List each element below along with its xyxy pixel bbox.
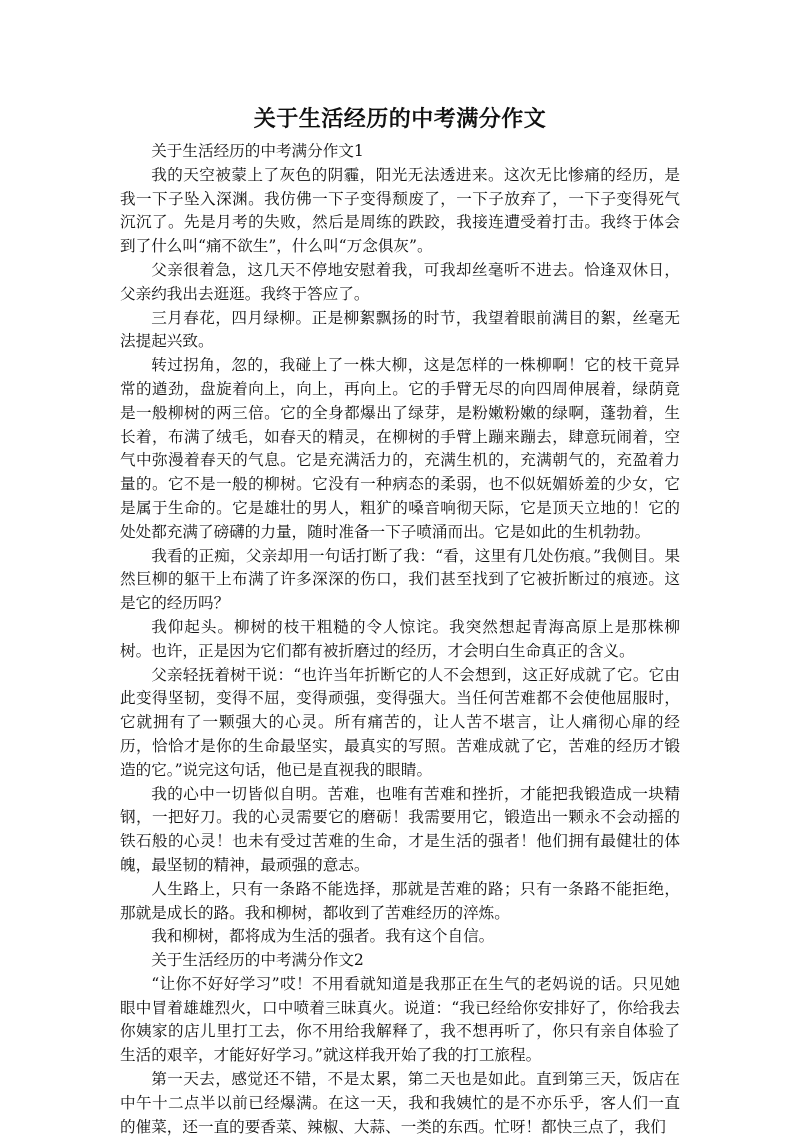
paragraph: 我的心中一切皆似自明。苦难，也唯有苦难和挫折，才能把我锻造成一块精钢，一把好刀。我的心灵需要它的磨砺！我需要用它，锻造出一颗永不会动摇的铁石般的心灵！也未有受过苦难的生命，才是生活的强者！他们拥有最健壮的体魄，最坚韧的精神，最顽强的意志。 — [120, 784, 680, 874]
paragraph: 父亲轻抚着树干说：“也许当年折断它的人不会想到，这正好成就了它。它由此变得坚韧，变得不屈，变得顽强，变得强大。当任何苦难都不会使他屈服时，它就拥有了一颗强大的心灵。所有痛苦的，让人苦不堪言，让人痛彻心扉的经历，恰恰才是你的生命最坚实，最真实的写照。苦难成就了它，苦难的经历才锻造的它。”说完这句话，他已是直视我的眼睛。 — [120, 665, 680, 779]
paragraph: 人生路上，只有一条路不能选择，那就是苦难的路；只有一条路不能拒绝，那就是成长的路。我和柳树，都收到了苦难经历的淬炼。 — [120, 879, 680, 922]
paragraph: 我和柳树，都将成为生活的强者。我有这个自信。 — [151, 927, 495, 946]
paragraph: 我看的正痴，父亲却用一句话打断了我：“看，这里有几处伤痕。”我侧目。果然巨柳的躯干上布满了许多深深的伤口，我们甚至找到了它被折断过的痕迹。这是它的经历吗？ — [120, 546, 680, 613]
section-heading-1: 关于生活经历的中考满分作文1 — [151, 142, 364, 160]
paragraph: 转过拐角，忽的，我碰上了一株大柳，这是怎样的一株柳啊！它的枝干竟异常的遒劲，盘旋着向上，向上，再向上。它的手臂无尽的向四周伸展着，绿荫竟是一般柳树的两三倍。它的全身都爆出了绿芽，是粉嫩粉嫩的绿啊，蓬勃着，生长着，布满了绒毛，如春天的精灵，在柳树的手臂上蹦来蹦去，肆意玩闹着，空气中弥漫着春天的气息。它是充满活力的，充满生机的，充满朝气的，充盈着力量的。它不是一般的柳树。它没有一种病态的柔弱，也不似妩媚娇羞的少女，它是属于生命的。它是雄壮的男人，粗犷的嗓音响彻天际，它是顶天立地的！它的处处都充满了磅礴的力量，随时准备一下子喷涌而出。它是如此的生机勃勃。 — [120, 356, 680, 541]
paragraph: 三月春花，四月绿柳。正是柳絮飘扬的时节，我望着眼前满目的絮，丝毫无法提起兴致。 — [120, 308, 680, 351]
paragraph: 我的天空被蒙上了灰色的阴霾，阳光无法透进来。这次无比惨痛的经历，是我一下子坠入深渊。我仿佛一下子变得颓废了，一下子放弃了，一下子变得死气沉沉了。先是月考的失败，然后是周练的跌跤，我接连遭受着打击。我终于体会到了什么叫“痛不欲生”，什么叫“万念俱灰”。 — [120, 165, 680, 256]
document-title: 关于生活经历的中考满分作文 — [253, 106, 547, 132]
paragraph: 第一天去，感觉还不错，不是太累，第二天也是如此。直到第三天，饭店在中午十二点半以前已经爆满。在这一天，我和我姨忙的是不亦乐乎，客人们一直的催菜，还一直的要香菜、辣椒、大蒜、一类的东西。忙呀！都快三点了，我们 — [120, 1070, 680, 1136]
document-body — [120, 140, 680, 1139]
paragraph: 父亲很着急，这几天不停地安慰着我，可我却丝毫听不进去。恰逢双休日，父亲约我出去逛逛。我终于答应了。 — [120, 260, 680, 303]
paragraph: “让你不好好学习”哎！不用看就知道是我那正在生气的老妈说的话。只见她眼中冒着雄雄烈火，口中喷着三昧真火。说道：“我已经给你安排好了，你给我去你姨家的店儿里打工去，你不用给我解释了，我不想再听了，你只有亲自体验了生活的艰辛，才能好好学习。”就这样我开始了我的打工旅程。 — [120, 974, 680, 1065]
section-heading-2: 关于生活经历的中考满分作文2 — [151, 951, 364, 970]
paragraph: 我仰起头。柳树的枝干粗糙的令人惊诧。我突然想起青海高原上是那株柳树。也许，正是因为它们都有被折磨过的经历，才会明白生命真正的含义。 — [120, 617, 680, 660]
